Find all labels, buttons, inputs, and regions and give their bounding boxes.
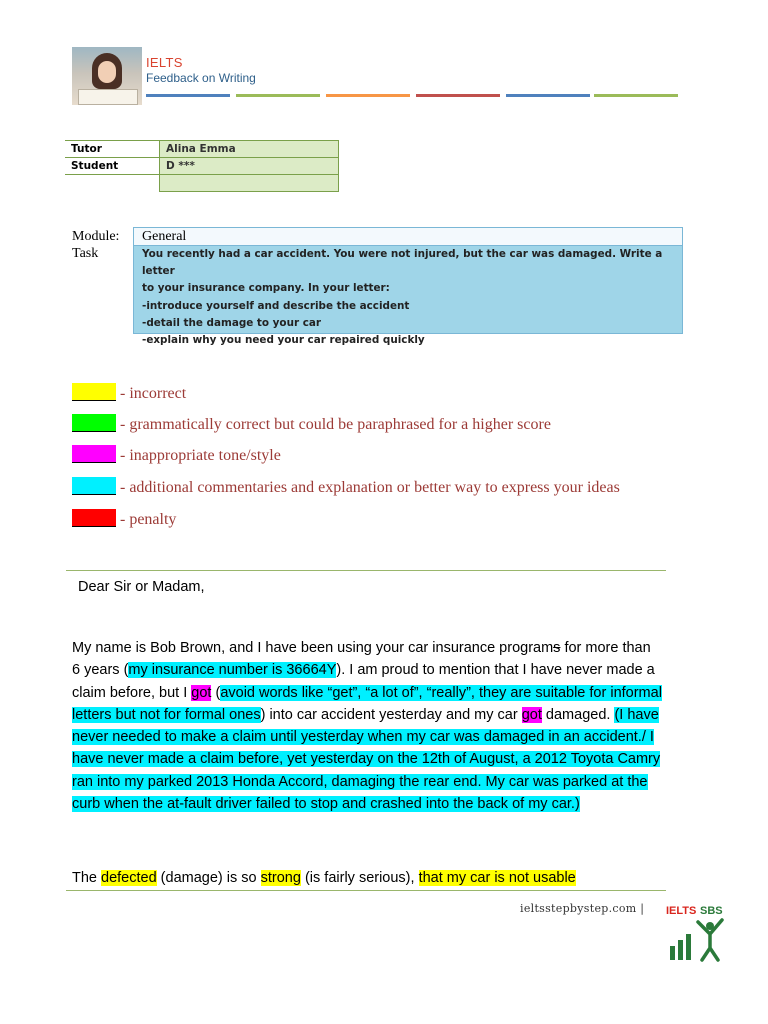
task-line: -explain why you need your car repaired quickly [142,334,425,347]
student-photo [72,47,142,105]
logo-subtext: SBS [700,905,723,917]
header-color-bar [236,94,320,97]
header-title: IELTS [146,55,183,70]
task-line: -detail the damage to your car [142,316,322,329]
module-value: General [133,227,683,246]
legend-text: - inappropriate tone/style [116,447,281,464]
task-line: You recently had a car accident. You were not injured, but the car was damaged. Write a letter [142,248,663,278]
legend-item-incorrect [72,383,186,403]
task-description [133,245,683,347]
header-color-bar [506,94,590,97]
legend-swatch [72,477,116,495]
text-plain: for more than 6 years ( [72,640,651,679]
logo-text: IELTS [666,905,697,917]
task-label: Task [72,246,99,261]
legend-swatch [72,383,116,401]
module-label: Module: [72,229,120,244]
extra-value [160,175,339,192]
task-line: -introduce yourself and describe the accident [142,299,410,312]
header-color-bar [146,94,230,97]
highlight-commentary: my insurance number is 36664Y [128,662,337,679]
tutor-student-table [65,140,339,192]
header-color-bar [594,94,678,97]
tutor-value: Alina Emma [160,141,339,158]
legend-text: - additional commentaries and explanation or better way to express your ideas [116,479,620,496]
text-plain: ) into car accident yesterday and my car [260,706,522,723]
footer-url: ieltsstepbystep.com | [520,902,645,915]
legend-swatch [72,509,116,527]
task-line: to your insurance company. In your letter: [142,282,390,295]
header-subtitle: Feedback on Writing [146,71,256,85]
tutor-label: Tutor [65,141,160,158]
letter-body [72,637,662,815]
highlight-commentary: avoid words like “get”, “a lot of”, “really”, they are suitable for informal letters but not for formal ones [72,684,662,723]
header-color-bar [416,94,500,97]
text-strikethrough: s [553,640,561,656]
legend-text: - grammatically correct but could be paraphrased for a higher score [116,416,551,433]
student-value: D *** [160,158,339,175]
divider-bottom [66,890,666,891]
header-color-bar [326,94,410,97]
text-plain: (damage) is so [156,870,261,886]
letter-paragraph-2 [72,867,576,889]
legend-text: - incorrect [116,385,187,402]
highlight-incorrect: that my car is not usable [418,870,576,886]
ielts-sbs-logo [666,902,730,964]
letter-paragraph-1 [72,637,662,815]
legend-swatch [72,445,116,463]
letter-salutation: Dear Sir or Madam, [78,579,205,595]
divider-top [66,570,666,571]
highlight-commentary: (I have never needed to make a claim until yesterday when my car was damaged in an accident./ I have never made a claim before, yet yesterday on the 12th of August, a 2012 Toyota Camry ran into my parked 2013 Honda Accord, damaging the rear end. My car was parked at the curb when the at-fault driver failed to stop and crashed into the back of my car.) [72,706,661,813]
text-plain: ). I am proud to mention that I have never made a claim before, but I [72,662,655,701]
empty-label-cell [65,175,160,192]
legend-item-tone [72,445,281,465]
legend-swatch [72,414,116,432]
legend-item-paraphrase [72,414,551,434]
text-plain: (is fairly serious), [300,870,419,886]
highlight-tone: got [521,706,542,723]
student-label: Student [65,158,160,175]
text-plain: ( [211,684,221,701]
highlight-incorrect: defected [101,870,157,886]
highlight-tone: got [191,684,212,701]
legend-item-penalty [72,509,176,529]
text-plain: My name is Bob Brown, and I have been using your car insurance program [72,640,554,656]
highlight-incorrect: strong [260,870,301,886]
legend-item-commentary [72,477,620,497]
legend-text: - penalty [116,511,177,528]
text-plain: damaged. [541,706,615,723]
text-plain: The [72,870,102,886]
